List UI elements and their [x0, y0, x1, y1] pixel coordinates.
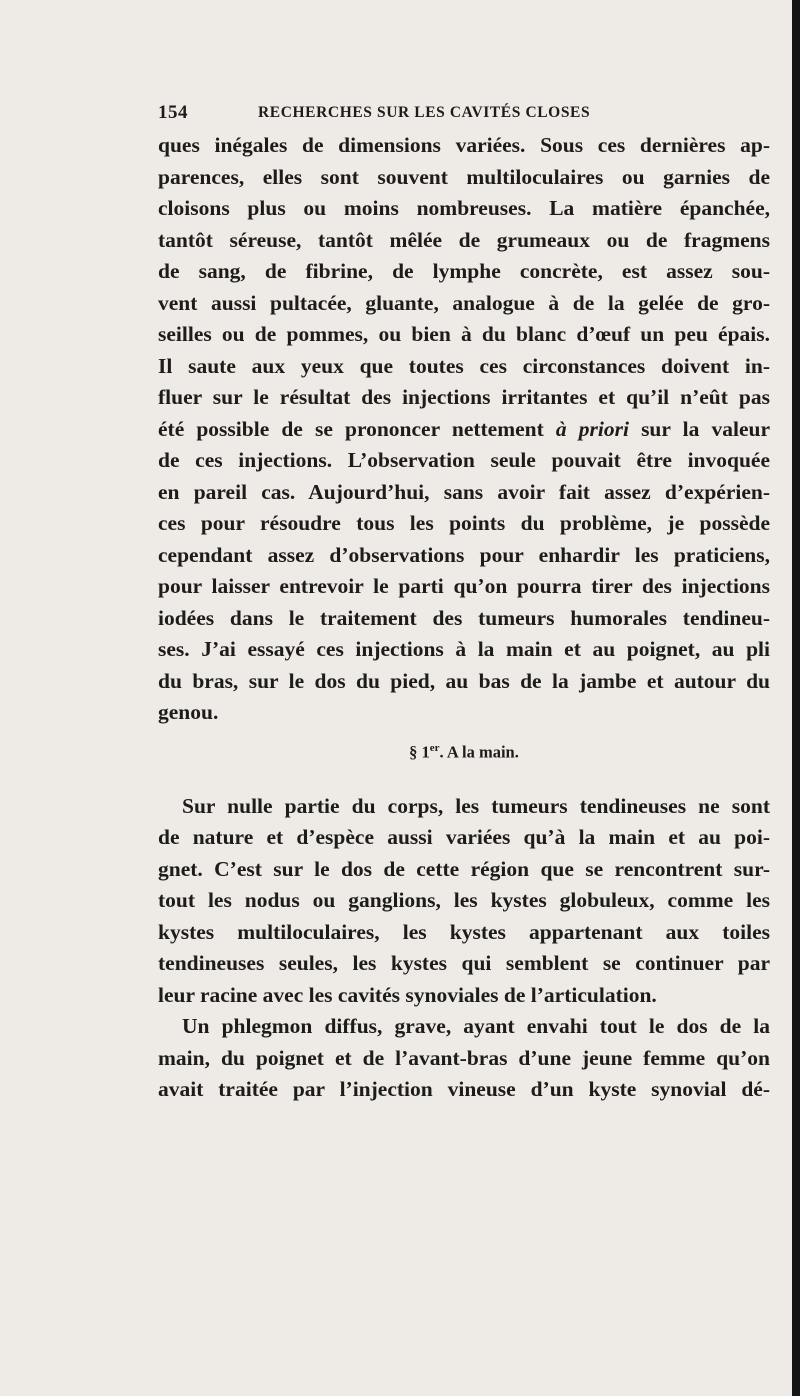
- section-symbol: § 1: [409, 742, 430, 761]
- paragraph-3: [158, 1011, 770, 1106]
- text-line: fluer sur le résultat des injections irritantes et qu’il n’eût pas: [158, 385, 770, 409]
- text-line: ses. J’ai essayé ces injections à la main et au poignet, au pli: [158, 637, 770, 661]
- text-line: tendineuses seules, les kystes qui semblent se continuer par: [158, 951, 770, 975]
- text-line: cloisons plus ou moins nombreuses. La matière épanchée,: [158, 196, 770, 220]
- text-line: tantôt séreuse, tantôt mêlée de grumeaux ou de fragmens: [158, 227, 770, 252]
- text-segment: sur la valeur: [628, 416, 770, 441]
- text-line: de nature et d’espèce aussi variées qu’à la main et au poi-: [158, 825, 770, 849]
- text-line: de ces injections. L’observation seule pouvait être invoquée: [158, 448, 770, 472]
- text-line: Un phlegmon diffus, grave, ayant envahi tout le dos de la: [182, 1014, 770, 1038]
- text-line: kystes multiloculaires, les kystes appartenant aux toiles: [158, 919, 770, 944]
- text-line: cependant assez d’observations pour enhardir les praticiens,: [158, 542, 770, 567]
- text-line: tout les nodus ou ganglions, les kystes globuleux, comme les: [158, 888, 770, 912]
- text-line: main, du poignet et de l’avant-bras d’une jeune femme qu’on: [158, 1045, 770, 1070]
- page-header: [158, 96, 770, 130]
- text-line: pour laisser entrevoir le parti qu’on pourra tirer des injections: [158, 574, 770, 598]
- text-line: ques inégales de dimensions variées. Sous ces dernières ap-: [158, 133, 770, 157]
- text-line: genou.: [158, 700, 219, 724]
- section-heading: [158, 725, 770, 771]
- text-segment: été possible de se prononcer nettement: [158, 416, 556, 441]
- text-line: vent aussi pultacée, gluante, analogue à de la gelée de gro-: [158, 290, 770, 315]
- section-title: . A la main.: [439, 742, 519, 761]
- book-page: [158, 96, 770, 1106]
- text-line: Sur nulle partie du corps, les tumeurs tendineuses ne sont: [182, 793, 770, 818]
- paragraph-1: [158, 130, 770, 729]
- text-line: en pareil cas. Aujourd’hui, sans avoir fait assez d’expérien-: [158, 479, 770, 504]
- running-head: RECHERCHES SUR LES CAVITÉS CLOSES: [258, 104, 591, 121]
- text-line: iodées dans le traitement des tumeurs humorales tendineu-: [158, 605, 770, 630]
- page-edge-shadow: [792, 0, 800, 1396]
- text-line: parences, elles sont souvent multiloculaires ou garnies de: [158, 164, 770, 189]
- text-line: seilles ou de pommes, ou bien à du blanc d’œuf un peu épais.: [158, 322, 770, 346]
- text-line: leur racine avec les cavités synoviales de l’articulation.: [158, 982, 657, 1007]
- text-line: gnet. C’est sur le dos de cette région que se rencontrent sur-: [158, 856, 770, 881]
- text-line-with-emphasis: [158, 414, 770, 446]
- text-line: avait traitée par l’injection vineuse d’un kyste synovial dé-: [158, 1077, 770, 1101]
- text-line: ces pour résoudre tous les points du problème, je possède: [158, 511, 770, 535]
- paragraph-2: [158, 791, 770, 1012]
- page-number: 154: [158, 102, 188, 123]
- text-line: du bras, sur le dos du pied, au bas de la jambe et autour du: [158, 668, 770, 693]
- text-line: de sang, de fibrine, de lymphe concrète, est assez sou-: [158, 259, 770, 283]
- section-superscript: er: [429, 741, 440, 754]
- text-line: Il saute aux yeux que toutes ces circonstances doivent in-: [158, 353, 770, 378]
- emphasis-a-priori: à priori: [555, 416, 629, 441]
